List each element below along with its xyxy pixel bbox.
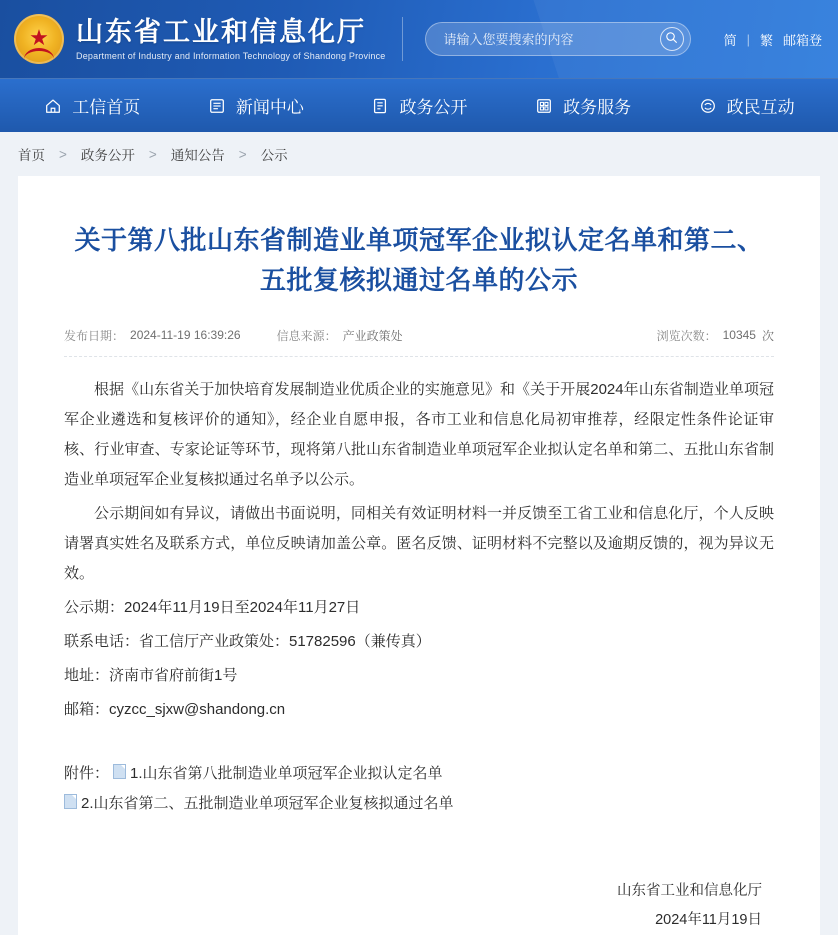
nav-item-home[interactable] <box>10 79 174 132</box>
nav-item-government-service[interactable] <box>501 79 665 132</box>
article-body <box>64 375 774 725</box>
breadcrumb-separator: > <box>148 146 157 162</box>
service-icon <box>534 96 554 116</box>
emblem-gear-icon <box>24 48 54 59</box>
attachment-item[interactable] <box>64 759 774 789</box>
meta-views-value: 10345 <box>722 328 756 343</box>
article-detail-line: 联系电话：省工信厅产业政策处：51782596（兼传真） <box>64 632 431 650</box>
file-icon <box>64 794 77 809</box>
meta-views-unit: 次 <box>761 328 774 343</box>
nav-item-government-disclosure[interactable] <box>337 79 501 132</box>
breadcrumb-item-government-disclosure[interactable]: 政务公开 <box>80 148 135 163</box>
article-detail-line: 邮箱：cyzcc_sjxw@shandong.cn <box>64 700 286 718</box>
attachment-item[interactable] <box>64 789 774 819</box>
article-paragraph: 公示期间如有异议，请做出书面说明，同相关有效证明材料一并反馈至工省工业和信息化厅，个人反映请署真实姓名及联系方式，单位反映请加盖公章。匿名反馈、证明材料不完整以及逾期反馈的，视为异议无效。 <box>64 504 774 582</box>
lang-traditional-link[interactable]: 繁 <box>759 32 773 48</box>
article-detail-line: 地址：济南市省府前街1号 <box>64 666 238 684</box>
chat-icon <box>698 96 718 116</box>
nav-item-home-label: 工信首页 <box>72 98 141 117</box>
article-meta <box>64 327 774 357</box>
home-icon <box>43 96 63 116</box>
nav-item-government-service-label: 政务服务 <box>563 98 632 117</box>
attachments <box>64 759 774 819</box>
article-card <box>18 176 820 935</box>
document-icon <box>370 96 390 116</box>
site-header <box>0 0 838 78</box>
search-button[interactable] <box>660 27 684 51</box>
meta-date <box>64 327 241 344</box>
meta-source-label: 信息来源： <box>276 328 337 343</box>
article-detail-line: 公示期：2024年11月19日至2024年11月27日 <box>64 598 361 616</box>
signature-date: 2024年11月19日 <box>655 911 762 928</box>
news-icon <box>207 96 227 116</box>
brand-title-cn: 山东省工业和信息化厅 <box>76 16 366 47</box>
file-icon <box>113 764 126 779</box>
breadcrumb-item-announcement[interactable]: 公示 <box>260 148 288 163</box>
attachment-link[interactable]: 1.山东省第八批制造业单项冠军企业拟认定名单 <box>130 764 443 782</box>
meta-date-label: 发布日期： <box>64 328 125 343</box>
breadcrumb-item-home[interactable]: 首页 <box>18 148 45 163</box>
header-links <box>724 30 822 49</box>
nav-item-news-label: 新闻中心 <box>235 98 304 117</box>
nav-item-news[interactable] <box>174 79 338 132</box>
meta-date-value: 2024-11-19 16:39:26 <box>130 328 241 343</box>
lang-simplified-link[interactable]: 简 <box>723 32 737 48</box>
breadcrumb <box>0 132 838 176</box>
nav-item-public-interaction-label: 政民互动 <box>726 98 795 117</box>
page-title: 关于第八批山东省制造业单项冠军企业拟认定名单和第二、五批复核拟通过名单的公示 <box>74 225 764 296</box>
article-signature <box>64 877 774 935</box>
brand-title-en: Department of Industry and Information Technology of Shandong Province <box>76 51 386 62</box>
nav-item-public-interaction[interactable] <box>664 79 828 132</box>
breadcrumb-separator: > <box>59 146 67 162</box>
meta-source-value: 产业政策处 <box>342 328 403 343</box>
search-input[interactable] <box>442 31 660 48</box>
main-nav <box>0 78 838 132</box>
meta-source <box>277 327 403 344</box>
meta-views-label: 浏览次数： <box>656 328 717 343</box>
emblem-star-icon: ★ <box>29 25 49 50</box>
article-paragraph: 根据《山东省关于加快培育发展制造业优质企业的实施意见》和《关于开展2024年山东省制造业单项冠军企业遴选和复核评价的通知》，经企业自愿申报，各市工业和信息化局初审推荐，经限定性条件论证审核、行业审查、专家论证等环节，现将第八批山东省制造业单项冠军企业拟认定名单和第二、五批山东省制造业单项冠军企业复核拟通过名单予以公示。 <box>64 380 774 488</box>
meta-views <box>657 327 774 344</box>
mail-login-link[interactable]: 邮箱登 <box>782 32 822 48</box>
breadcrumb-separator: > <box>238 146 247 162</box>
search-box[interactable] <box>425 22 691 56</box>
site-brand[interactable] <box>76 17 403 61</box>
signature-org: 山东省工业和信息化厅 <box>617 882 762 899</box>
attachments-label: 附件： <box>64 764 110 782</box>
attachment-link[interactable]: 2.山东省第二、五批制造业单项冠军企业复核拟通过名单 <box>81 794 454 812</box>
breadcrumb-item-notice[interactable]: 通知公告 <box>170 148 225 163</box>
nav-item-government-disclosure-label: 政务公开 <box>399 98 468 117</box>
search-icon <box>665 31 678 47</box>
link-separator: | <box>746 31 750 47</box>
national-emblem-icon <box>14 14 64 64</box>
